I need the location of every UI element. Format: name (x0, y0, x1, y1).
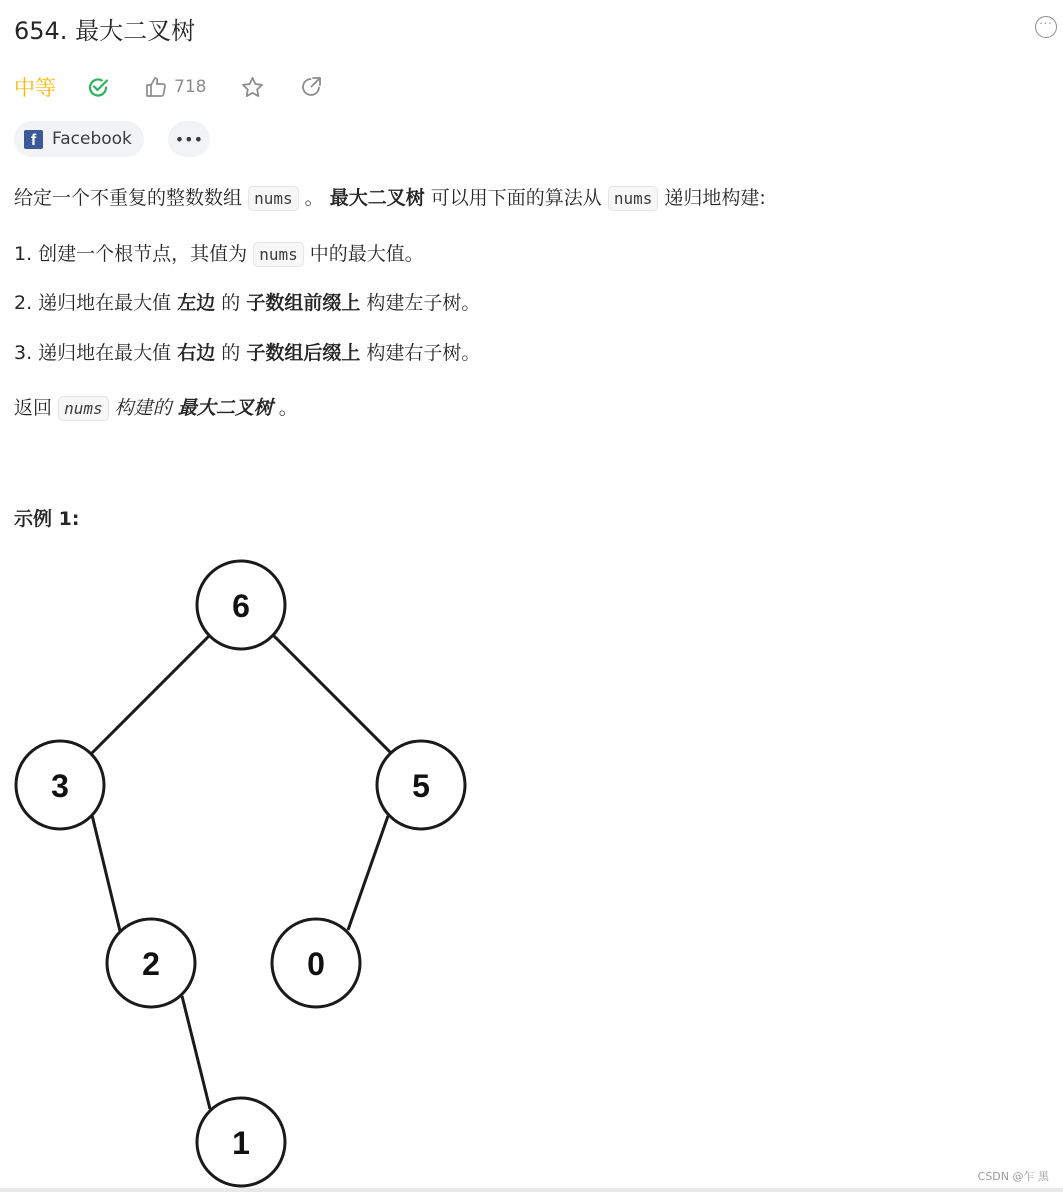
text: 。 (278, 397, 298, 419)
text: 构建左子树。 (366, 292, 481, 314)
step-3 (14, 337, 480, 369)
text: 递归地构建: (664, 187, 766, 209)
text: 返回 (14, 397, 53, 419)
edge-6-5 (273, 635, 392, 754)
step-2 (14, 287, 480, 319)
step-1 (14, 238, 424, 271)
code-nums: nums (58, 396, 109, 421)
difficulty-badge: 中等 (14, 76, 56, 100)
meta-row (14, 70, 357, 104)
star-icon (240, 75, 265, 100)
code-nums: nums (608, 186, 659, 211)
share-icon (299, 75, 323, 99)
italic-text: 构建的 (114, 397, 172, 419)
bold-term: 子数组后缀上 (246, 342, 361, 364)
favorite-button[interactable] (240, 75, 265, 100)
edge-3-2 (92, 815, 120, 931)
node-label: 6 (232, 588, 250, 624)
return-statement (14, 392, 298, 425)
node-label: 3 (51, 768, 69, 804)
edge-5-0 (348, 816, 388, 930)
text: 的 (221, 342, 241, 364)
share-button[interactable] (299, 75, 323, 99)
thumbs-up-icon (144, 75, 168, 99)
text: 中的最大值。 (309, 243, 424, 265)
company-tag-label: Facebook (52, 129, 132, 149)
more-tags-button[interactable] (168, 121, 210, 157)
problem-title: 654. 最大二叉树 (14, 17, 196, 45)
node-label: 0 (307, 946, 325, 982)
node-label: 5 (412, 768, 430, 804)
edge-2-1 (182, 996, 210, 1109)
tag-row (14, 121, 210, 157)
text: 构建右子树。 (366, 342, 481, 364)
facebook-icon: f (24, 130, 43, 149)
bold-italic-term: 最大二叉树 (177, 397, 273, 419)
bold-term: 右边 (177, 342, 216, 364)
node-label: 2 (142, 946, 160, 982)
bold-term: 子数组前缀上 (246, 292, 361, 314)
edge-6-3 (90, 635, 210, 755)
text: 的 (221, 292, 241, 314)
code-nums: nums (248, 186, 299, 211)
watermark: CSDN @乍 黑 (977, 1170, 1049, 1183)
company-tag-facebook[interactable] (14, 121, 144, 157)
ellipsis-icon: ••• (174, 129, 204, 149)
node-label: 1 (232, 1125, 250, 1161)
bottom-divider (0, 1188, 1063, 1192)
text: 1. 创建一个根节点，其值为 (14, 243, 248, 265)
bold-term: 左边 (177, 292, 216, 314)
solved-check-icon (86, 75, 110, 99)
text: 3. 递归地在最大值 (14, 342, 172, 364)
like-button[interactable] (144, 75, 206, 99)
binary-tree-diagram (0, 540, 480, 1190)
code-nums: nums (253, 242, 304, 267)
like-count: 718 (174, 77, 207, 97)
description-intro (14, 182, 766, 215)
example-title: 示例 1: (14, 508, 80, 530)
text: 2. 递归地在最大值 (14, 292, 172, 314)
text: 。 (304, 187, 324, 209)
more-options-icon[interactable]: ··· (1035, 16, 1057, 38)
text: 给定一个不重复的整数数组 (14, 187, 243, 209)
title-row (14, 12, 1063, 52)
bold-term: 最大二叉树 (329, 187, 425, 209)
text: 可以用下面的算法从 (430, 187, 602, 209)
